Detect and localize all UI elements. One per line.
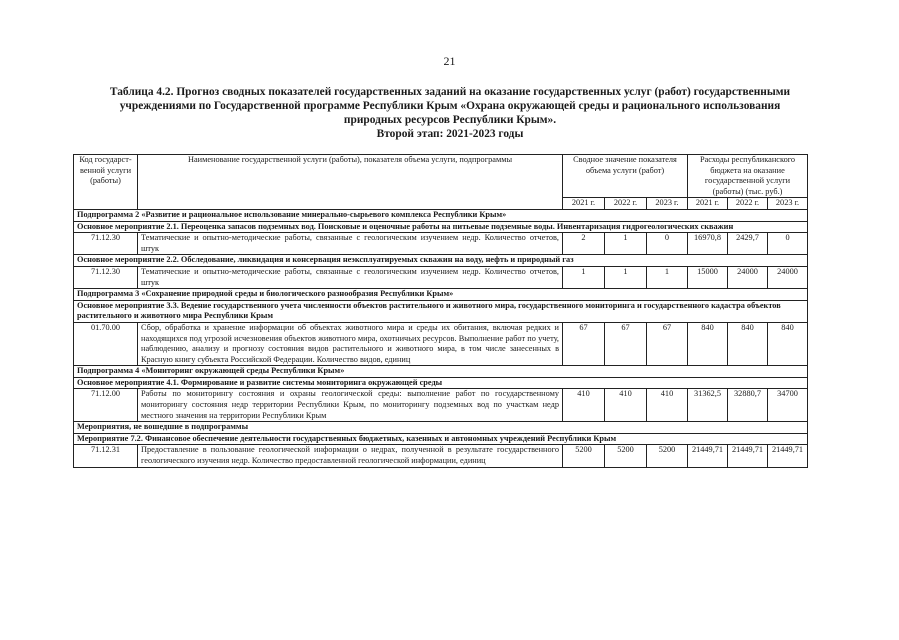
section-row (74, 289, 808, 301)
expense-value: 32880,7 (728, 389, 768, 422)
year-header: 2021 г. (688, 198, 728, 210)
volume-value: 5200 (605, 445, 647, 467)
expense-value: 2429,7 (728, 233, 768, 255)
section-title: Мероприятия, не вошедшие в подпрограммы (74, 422, 808, 434)
expense-value: 15000 (688, 266, 728, 288)
page-number: 21 (443, 54, 456, 68)
section-row (74, 300, 808, 322)
table-row (74, 233, 808, 255)
year-header: 2022 г. (728, 198, 768, 210)
volume-value: 1 (605, 266, 647, 288)
table-row (74, 445, 808, 467)
table-row (74, 266, 808, 288)
volume-value: 0 (647, 233, 688, 255)
title-line-4: Второй этап: 2021-2023 годы (376, 128, 524, 140)
volume-value: 410 (605, 389, 647, 422)
section-title: Подпрограмма 4 «Мониторинг окружающей среды Республики Крым» (74, 366, 808, 378)
service-name: Предоставление в пользование геологической информации о недрах, полученной в результате государственного геологического изучения недр. Количество предоставленной геологической информации, единиц (138, 445, 563, 467)
volume-value: 410 (647, 389, 688, 422)
volume-value: 2 (563, 233, 605, 255)
service-code: 01.70.00 (74, 322, 138, 365)
service-code: 71.12.30 (74, 266, 138, 288)
header-volume: Сводное значение показателя объема услуги (работ) (563, 155, 688, 198)
volume-value: 1 (605, 233, 647, 255)
section-title: Основное мероприятие 3.3. Ведение государственного учета численности объектов растительного и животного мира, государственного мониторинга и государственного кадастра объектов растительного и животного мира Республики Крым (74, 300, 808, 322)
volume-value: 1 (647, 266, 688, 288)
section-row (74, 209, 808, 221)
service-name: Тематические и опытно-методические работы, связанные с геологическим изучением недр. Количество отчетов, штук (138, 233, 563, 255)
expense-value: 31362,5 (688, 389, 728, 422)
service-code: 71.12.31 (74, 445, 138, 467)
expense-value: 0 (768, 233, 808, 255)
expense-value: 21449,71 (768, 445, 808, 467)
section-row (74, 422, 808, 434)
section-title: Подпрограмма 2 «Развитие и рациональное использование минерально-сырьевого комплекса Республики Крым» (74, 209, 808, 221)
expense-value: 24000 (728, 266, 768, 288)
volume-value: 410 (563, 389, 605, 422)
volume-value: 67 (563, 322, 605, 365)
table-row (74, 322, 808, 365)
section-row (74, 221, 808, 233)
year-header: 2023 г. (647, 198, 688, 210)
service-name: Сбор, обработка и хранение информации об объектах животного мира и среды их обитания, включая редких и находящихся под угрозой исчезновения объектов животного мира, охотничьих ресурсов. Выполнение работ по учету, наблюдению, анализу и прогнозу состояния видов растительного и животного мира, в том числе занесенных в Красную книгу субъекта Российской Федерации. Количество видов, единиц (138, 322, 563, 365)
year-header: 2023 г. (768, 198, 808, 210)
forecast-table (73, 154, 808, 468)
service-name: Тематические и опытно-методические работы, связанные с геологическим изучением недр. Количество отчетов, штук (138, 266, 563, 288)
section-row (74, 433, 808, 445)
section-title: Основное мероприятие 4.1. Формирование и развитие системы мониторинга окружающей среды (74, 377, 808, 389)
section-row (74, 377, 808, 389)
volume-value: 1 (563, 266, 605, 288)
header-code: Код государст-венной услуги (работы) (74, 155, 138, 210)
section-row (74, 366, 808, 378)
service-name: Работы по мониторингу состояния и охраны геологической среды: выполнение работ по государственному мониторингу состояния недр территории Республики Крым, по мониторингу подземных вод по участкам недр местного значения на территории Республики Крым (138, 389, 563, 422)
section-title: Подпрограмма 3 «Сохранение природной среды и биологического разнообразия Республики Крым» (74, 289, 808, 301)
title-line-3: природных ресурсов Республики Крым». (343, 114, 557, 126)
year-header: 2021 г. (563, 198, 605, 210)
section-title: Мероприятие 7.2. Финансовое обеспечение деятельности государственных бюджетных, казенных и автономных учреждений Республики Крым (74, 433, 808, 445)
volume-value: 5200 (563, 445, 605, 467)
document-title (70, 85, 830, 141)
table-row (74, 389, 808, 422)
expense-value: 21449,71 (728, 445, 768, 467)
section-title: Основное мероприятие 2.2. Обследование, ликвидация и консервация неэксплуатируемых скважин на воду, нефть и природный газ (74, 255, 808, 267)
title-line-1: Таблица 4.2. Прогноз сводных показателей государственных заданий на оказание государственных услуг (работ) государственными (109, 86, 791, 98)
expense-value: 16970,8 (688, 233, 728, 255)
expense-value: 24000 (768, 266, 808, 288)
expense-value: 840 (768, 322, 808, 365)
expense-value: 840 (688, 322, 728, 365)
service-code: 71.12.00 (74, 389, 138, 422)
section-row (74, 255, 808, 267)
expense-value: 34700 (768, 389, 808, 422)
section-title: Основное мероприятие 2.1. Переоценка запасов подземных вод. Поисковые и оценочные работы на питьевые подземные воды. Инвентаризация гидрогеологических скважин (74, 221, 808, 233)
expense-value: 840 (728, 322, 768, 365)
title-line-2: учреждениями по Государственной программе Республики Крым «Охрана окружающей среды и рационального использования (119, 100, 781, 112)
header-expenses: Расходы республиканского бюджета на оказание государственной услуги (работы) (тыс. руб.) (688, 155, 808, 198)
expense-value: 21449,71 (688, 445, 728, 467)
header-name: Наименование государственной услуги (работы), показателя объема услуги, подпрограммы (138, 155, 563, 210)
volume-value: 5200 (647, 445, 688, 467)
volume-value: 67 (605, 322, 647, 365)
year-header: 2022 г. (605, 198, 647, 210)
service-code: 71.12.30 (74, 233, 138, 255)
volume-value: 67 (647, 322, 688, 365)
header-row (74, 155, 808, 198)
